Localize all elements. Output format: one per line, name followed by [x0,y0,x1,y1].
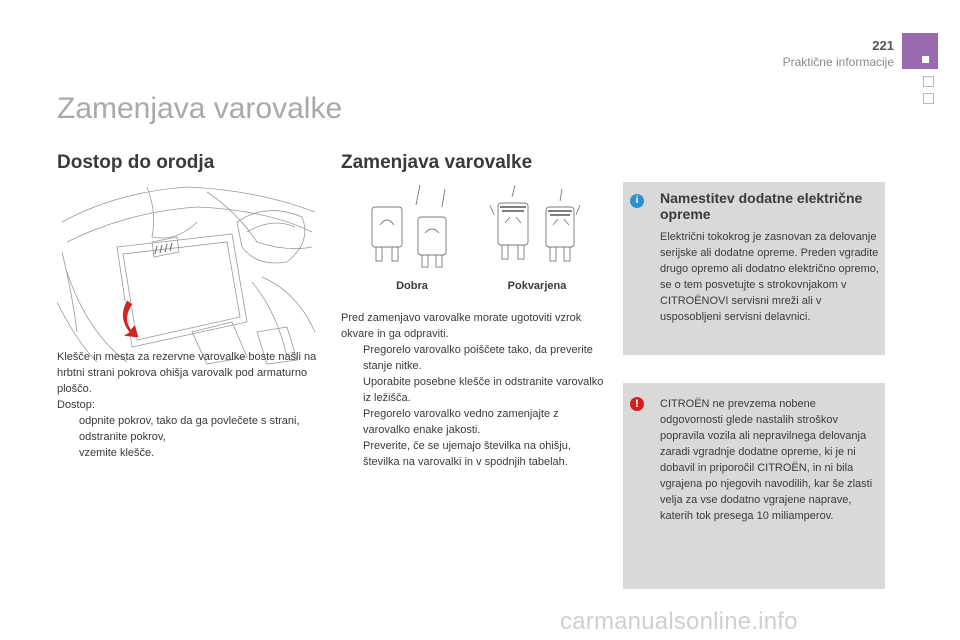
info-icon: i [630,194,644,208]
info-text: Električni tokokrog je zasnovan za delovanje serijske ali dodatne opreme. Preden vgradite drugo opremo ali dodatno električno opremo, se o tem posvetujte s strokovnjakom v CITROËNOVI servisni mreži ali v usposobljeni servisni delavnici. [660,231,879,323]
fuse-illustration [350,185,600,270]
list-item-text: Uporabite posebne klešče in odstranite varovalko iz ležišča. [363,376,604,404]
list-item-text: Pregorelo varovalko vedno zamenjajte z varovalko enake jakosti. [363,408,559,436]
dashboard-fusebox-illustration [57,182,319,367]
tab-marker-icon [922,56,929,63]
section-tab-3[interactable] [923,93,934,104]
warning-icon: ! [630,397,644,411]
watermark: carmanualsonline.info [560,608,798,635]
section-tab-2[interactable] [923,76,934,87]
section-tab-active[interactable] [902,33,938,69]
page-title: Zamenjava varovalke [57,92,343,125]
warning-text: CITROËN ne prevzema nobene odgovornosti glede nastalih stroškov popravila vozila ali nepravilnega delovanja zaradi vgradnje dodatne opreme, ki je ni dobavil in priporočil CITROËN, in ni bila vgrajena po njegovih navodilih, kar še zlasti velja za vse dodatno vgrajene naprave, katerih tok presega 10 miliamperov. [660,398,873,522]
info-heading: Namestitev dodatne električne opreme [660,190,863,222]
fuse-good-label: Dobra [396,280,428,292]
fuse-replacement-heading: Zamenjava varovalke [341,152,533,173]
fuse-replacement-paragraph: Pred zamenjavo varovalke morate ugotoviti vzrok okvare in ga odpraviti. [341,312,582,340]
page-number: 221 [872,38,894,53]
tool-access-text [57,349,317,461]
list-item [57,413,317,429]
list-item [341,342,606,374]
list-item [57,445,317,461]
list-item [57,429,317,445]
list-item-text: odpnite pokrov, tako da ga povlečete s strani, [79,415,300,427]
tool-access-heading: Dostop do orodja [57,152,215,173]
section-title: Praktične informacije [782,55,894,69]
list-item-text: vzemite klešče. [79,447,155,459]
list-item [341,374,606,406]
tool-access-paragraph: Klešče in mesta za rezervne varovalke boste našli na hrbtni strani pokrova ohišja varovalk pod armaturno ploščo. [57,351,317,395]
list-item-text: Preverite, če se ujemajo številka na ohišju, številka na varovalki in v spodnjih tabelah. [363,440,571,468]
list-item-text: Pregorelo varovalko poiščete tako, da preverite stanje nitke. [363,344,593,372]
fuse-blown-label: Pokvarjena [507,280,567,292]
fuse-replacement-text [341,310,606,470]
list-item-text: odstranite pokrov, [79,431,166,443]
list-item [341,406,606,438]
list-item [341,438,606,470]
access-label: Dostop: [57,399,95,411]
